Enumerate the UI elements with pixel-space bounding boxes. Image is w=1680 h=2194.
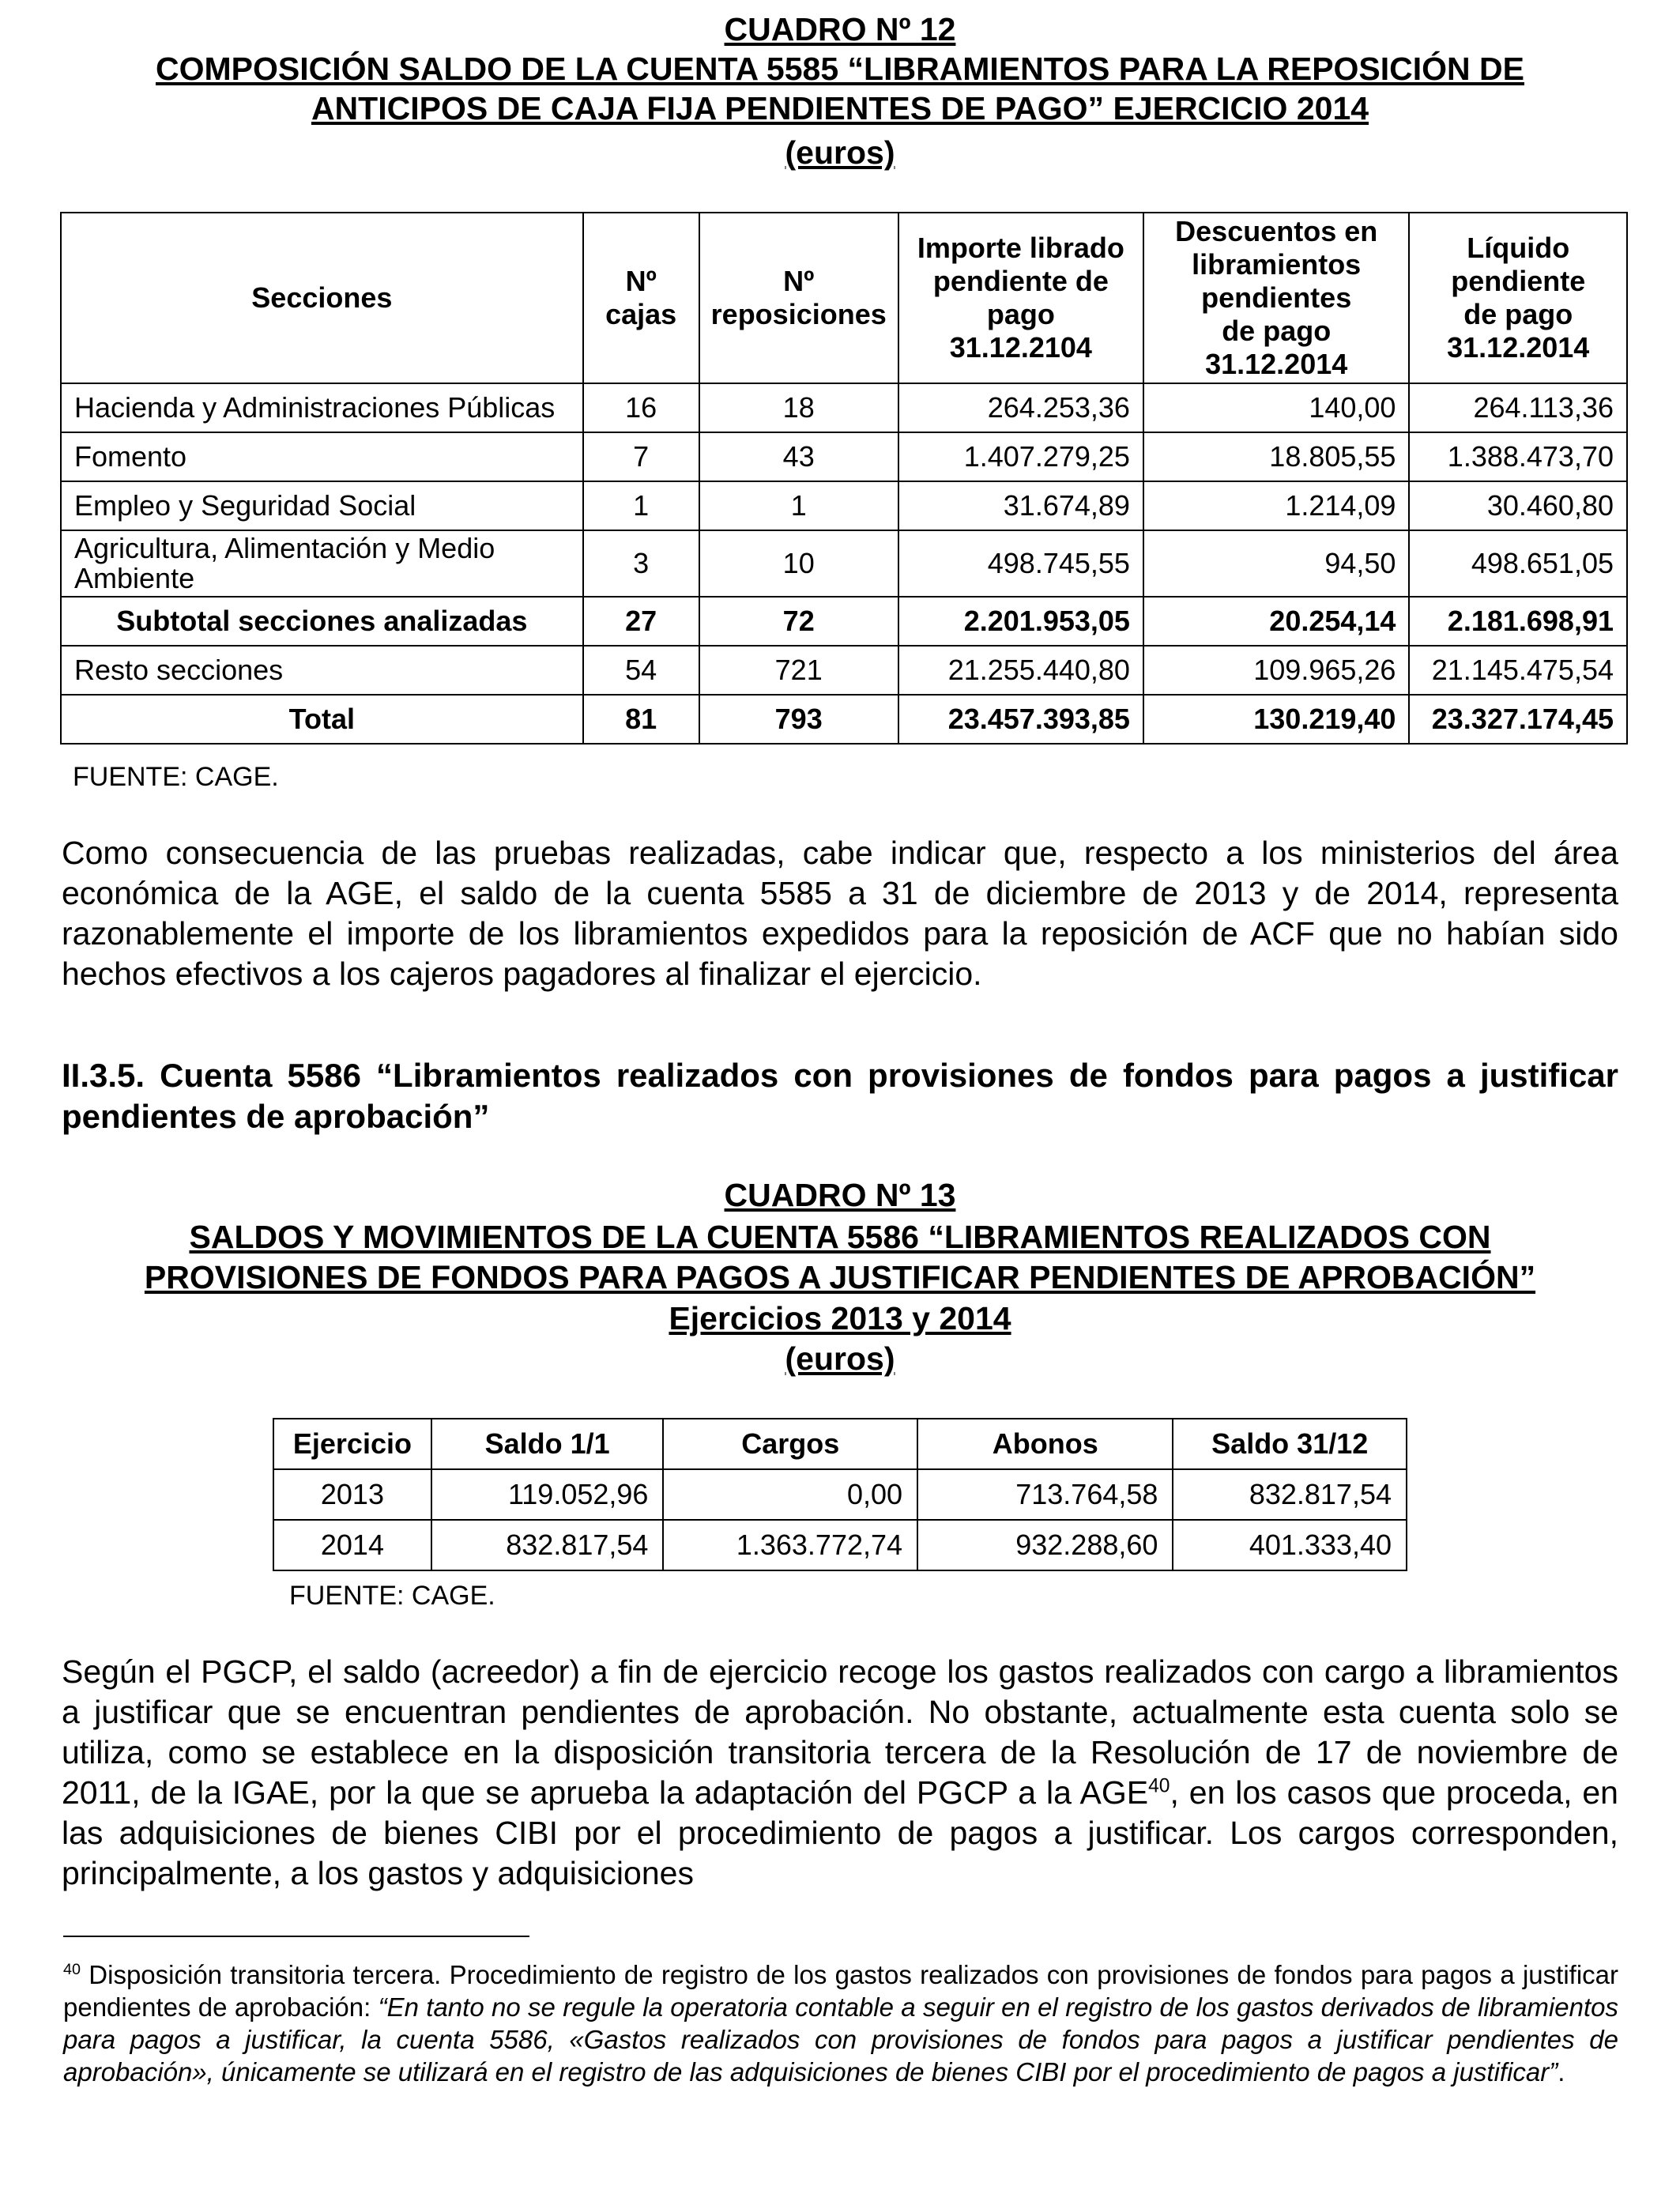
cell-descuentos: 140,00 [1143,383,1410,432]
cell-reposiciones: 1 [699,481,898,530]
cell-cargos: 1.363.772,74 [663,1520,917,1570]
cell-descuentos: 94,50 [1143,530,1410,597]
table-row [61,383,1627,432]
footnote-separator [63,1936,529,1937]
header-reposiciones: Nº reposiciones [699,213,898,383]
cell-abonos: 932.288,60 [917,1520,1173,1570]
cell-liquido: 23.327.174,45 [1409,695,1627,744]
cell-seccion: Empleo y Seguridad Social [61,481,583,530]
cuadro-12-source: FUENTE: CAGE. [73,762,279,792]
cuadro-12-units: (euros) [785,134,895,171]
cell-descuentos: 130.219,40 [1143,695,1410,744]
cuadro-13-number: CUADRO Nº 13 [724,1177,956,1213]
subtotal-row [61,597,1627,646]
cell-cajas: 1 [583,481,699,530]
table-row [61,646,1627,695]
cuadro-13-table [273,1418,1407,1571]
cell-importe: 23.457.393,85 [898,695,1143,744]
body-paragraph-2: Según el PGCP, el saldo (acreedor) a fin de ejercicio recoge los gastos realizados con cargo a libramientos a justificar que se encuentran pendientes de aprobación. No obstante, actualmente esta cuenta solo se utiliza, como se establece en la disposición transitoria tercera de la Resolución de 17 de noviembre de 2011, de la IGAE, por la que se aprueba la adaptación del PGCP a la AGE$^{40}$, en los casos que proceda, en las adquisiciones de bienes CIBI por el procedimiento de pagos a justificar. Los cargos corresponden, principalmente, a los gastos y adquisiciones [62,1653,1618,1891]
body-paragraph-1: Como consecuencia de las pruebas realizadas, cabe indicar que, respecto a los ministerios del área económica de la AGE, el saldo de la cuenta 5585 a 31 de diciembre de 2013 y de 2014, representa razonablemente el importe de los libramientos expedidos para la reposición de ACF que no habían sido hechos efectivos a los cajeros pagadores al finalizar el ejercicio. [62,835,1618,992]
total-row [61,695,1627,744]
cell-importe: 1.407.279,25 [898,432,1143,481]
cuadro-12-title-line-1: COMPOSICIÓN SALDO DE LA CUENTA 5585 “LIBRAMIENTOS PARA LA REPOSICIÓN DE [155,51,1525,87]
cell-abonos: 713.764,58 [917,1469,1173,1520]
cell-descuentos: 1.214,09 [1143,481,1410,530]
cell-seccion: Total [61,695,583,744]
cell-liquido: 21.145.475,54 [1409,646,1627,695]
cell-cargos: 0,00 [663,1469,917,1520]
cell-importe: 31.674,89 [898,481,1143,530]
cuadro-13-units: (euros) [785,1340,895,1377]
cell-ejercicio: 2014 [273,1520,431,1570]
header-cargos: Cargos [663,1419,917,1469]
header-abonos: Abonos [917,1419,1173,1469]
table-row [273,1520,1407,1570]
table-row [61,481,1627,530]
cell-reposiciones: 793 [699,695,898,744]
table-row [61,432,1627,481]
header-ejercicio: Ejercicio [273,1419,431,1469]
cell-liquido: 498.651,05 [1409,530,1627,597]
cell-descuentos: 20.254,14 [1143,597,1410,646]
cell-cajas: 81 [583,695,699,744]
cuadro-12-table [60,212,1628,745]
cell-reposiciones: 43 [699,432,898,481]
table-header-row [273,1419,1407,1469]
header-cajas: Nº cajas [583,213,699,383]
section-heading: II.3.5. Cuenta 5586 “Libramientos realizados con provisiones de fondos para pagos a justificar pendientes de aprobación” [62,1057,1618,1135]
table-header-row [61,213,1627,383]
cell-reposiciones: 18 [699,383,898,432]
header-importe: Importe librado pendiente de pago 31.12.2104 [898,213,1143,383]
footnote-number: 40 [63,1961,81,1978]
header-saldo-final: Saldo 31/12 [1173,1419,1407,1469]
cell-seccion: Fomento [61,432,583,481]
cell-saldo-inicial: 832.817,54 [431,1520,664,1570]
table-row [61,530,1627,597]
cell-seccion: Hacienda y Administraciones Públicas [61,383,583,432]
cell-cajas: 27 [583,597,699,646]
cell-saldo-final: 832.817,54 [1173,1469,1407,1520]
cell-cajas: 3 [583,530,699,597]
cell-cajas: 7 [583,432,699,481]
cell-seccion: Agricultura, Alimentación y Medio Ambiente [61,530,583,597]
cell-liquido: 2.181.698,91 [1409,597,1627,646]
cell-liquido: 1.388.473,70 [1409,432,1627,481]
cuadro-13-title-line-2: PROVISIONES DE FONDOS PARA PAGOS A JUSTIFICAR PENDIENTES DE APROBACIÓN” [144,1259,1536,1295]
cell-cajas: 16 [583,383,699,432]
header-secciones: Secciones [61,213,583,383]
cell-importe: 2.201.953,05 [898,597,1143,646]
header-saldo-inicial: Saldo 1/1 [431,1419,664,1469]
cell-saldo-final: 401.333,40 [1173,1520,1407,1570]
cell-liquido: 264.113,36 [1409,383,1627,432]
cell-importe: 498.745,55 [898,530,1143,597]
header-descuentos: Descuentos en libramientos pendientes de pago 31.12.2014 [1143,213,1410,383]
cuadro-12-title-line-2: ANTICIPOS DE CAJA FIJA PENDIENTES DE PAGO” EJERCICIO 2014 [311,90,1369,126]
cell-reposiciones: 72 [699,597,898,646]
cuadro-12-number: CUADRO Nº 12 [724,11,956,47]
cell-reposiciones: 721 [699,646,898,695]
cell-cajas: 54 [583,646,699,695]
cell-ejercicio: 2013 [273,1469,431,1520]
cell-descuentos: 109.965,26 [1143,646,1410,695]
cuadro-13-title-line-1: SALDOS Y MOVIMIENTOS DE LA CUENTA 5586 “LIBRAMIENTOS REALIZADOS CON [189,1219,1491,1255]
cell-seccion: Subtotal secciones analizadas [61,597,583,646]
table-row [273,1469,1407,1520]
cell-descuentos: 18.805,55 [1143,432,1410,481]
footnote-reference: 40 [1148,1775,1170,1797]
footnote: $^{40}$ Disposición transitoria tercera. Procedimiento de registro de los gastos realizados con provisiones de fondos para pagos a justificar pendientes de aprobación: “En tanto no se regule la operatoria contable a seguir en el registro de los gastos derivados de libramientos para pagos a justificar, la cuenta 5586, «Gastos realizados con provisiones de fondos para pagos a justificar pendientes de aprobación», únicamente se utilizará en el registro de las adquisiciones de bienes CIBI por el procedimiento de pagos a justificar”. [63,1960,1618,2087]
cuadro-13-source: FUENTE: CAGE. [289,1581,495,1611]
cell-liquido: 30.460,80 [1409,481,1627,530]
cell-importe: 21.255.440,80 [898,646,1143,695]
header-liquido: Líquido pendiente de pago 31.12.2014 [1409,213,1627,383]
cell-seccion: Resto secciones [61,646,583,695]
cell-reposiciones: 10 [699,530,898,597]
cuadro-13-title-line-3: Ejercicios 2013 y 2014 [669,1300,1011,1336]
footnote-quote: “En tanto no se regule la operatoria contable a seguir en el registro de los gastos derivados de libramientos para pagos a justificar, la cuenta 5586, «Gastos realizados con provisiones de fondos para pagos a justificar pendientes de aprobación», únicamente se utilizará en el registro de las adquisiciones de bienes CIBI por el procedimiento de pagos a justificar” [63,1992,1618,2087]
cell-importe: 264.253,36 [898,383,1143,432]
cell-saldo-inicial: 119.052,96 [431,1469,664,1520]
